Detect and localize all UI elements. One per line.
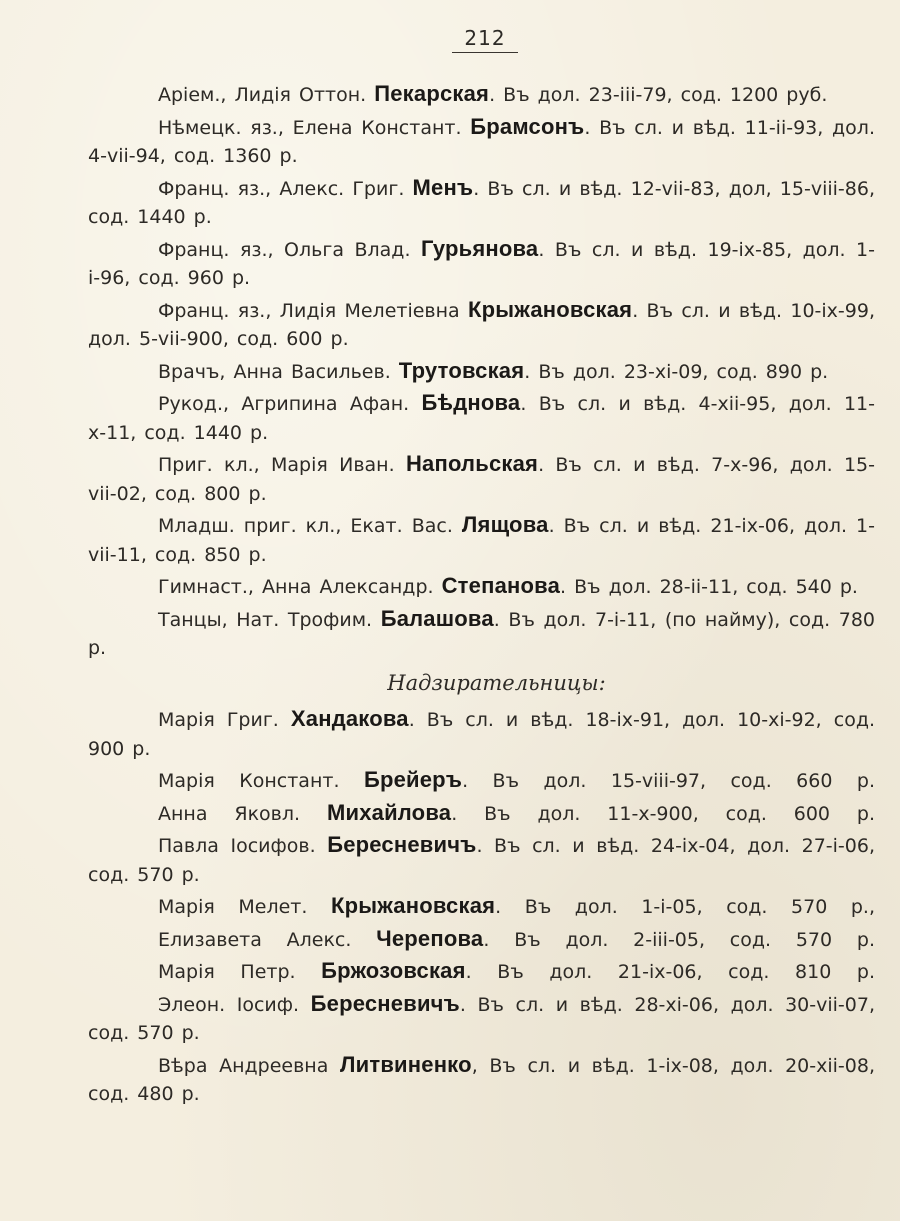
entry-text: Марія Григ. <box>158 709 291 731</box>
entry-details: . Въ сл. и вѣд. 24-іх-04, дол. 27-і-06, сод. 570 р. <box>88 835 875 886</box>
entry <box>88 1051 875 1109</box>
entry-details: . Въ сл. и вѣд. 11-іі-93, дол. 4-vіі-94, сод. 1360 р. <box>88 116 875 167</box>
surname: Менъ <box>412 174 474 200</box>
entry-details: . Въ дол. 2-ііі-05, сод. 570 р. <box>483 928 875 951</box>
supervisors-list <box>88 705 875 1109</box>
entry <box>88 296 875 354</box>
entry <box>88 799 875 829</box>
entry-details: . Въ сл. и вѣд. 18-іх-91, дол. 10-хі-92, сод. 900 р. <box>88 709 875 760</box>
entry-details: . Въ дол. 7-і-11, (по найму), сод. 780 р. <box>88 608 876 659</box>
entry-details: . Въ сл. и вѣд. 4-хіі-95, дол. 11-х-11, сод. 1440 р. <box>88 393 875 444</box>
entry-text: Вѣра Андреевна <box>158 1054 340 1077</box>
entry-text: Марія Констант. <box>158 770 364 792</box>
entry-text: Франц. яз., Лидія Мелетіевна <box>158 299 469 322</box>
entry <box>88 572 875 602</box>
entry-text: Рукод., Агрипина Афан. <box>158 393 422 415</box>
surname: Бересневичъ <box>310 990 460 1016</box>
entry-details: . Въ дол. 21-іх-06, сод. 810 р. <box>465 961 875 983</box>
staff-list <box>88 80 875 663</box>
page-number: 212 <box>464 26 506 50</box>
surname: Михайлова <box>326 799 452 825</box>
entry-details: . Въ дол. 1-і-05, сод. 570 р., <box>495 896 875 918</box>
entry-text: Нѣмецк. яз., Елена Констант. <box>158 116 471 139</box>
entry <box>88 511 875 569</box>
surname: Пекарская <box>374 81 490 106</box>
surname: Балашова <box>380 605 494 631</box>
surname: Крыжановская <box>468 296 633 322</box>
entry-details: . Въ дол. 23-ііі-79, сод. 1200 руб. <box>489 84 828 106</box>
entry-text: Франц. яз., Алекс. Григ. <box>158 177 413 200</box>
entry <box>88 766 875 796</box>
entry-text: Франц. яз., Ольга Влад. <box>158 238 421 261</box>
surname: Крыжановская <box>330 893 496 918</box>
surname: Лящова <box>461 512 549 537</box>
surname: Бржозовская <box>321 958 466 983</box>
entry-details: . Въ сл. и вѣд. 21-іх-06, дол. 1-vіі-11, сод. 850 р. <box>88 515 875 566</box>
entry-text: Врачъ, Анна Васильев. <box>158 360 399 383</box>
entry-details: . Въ сл. и вѣд. 19-іх-85, дол. 1-і-96, сод. 960 р. <box>88 238 875 289</box>
entry <box>88 357 875 387</box>
section-heading: Надзирательницы: <box>387 670 606 695</box>
surname: Степанова <box>441 573 561 598</box>
page-content <box>88 80 875 1112</box>
surname: Литвиненко <box>339 1051 472 1077</box>
entry-details: . Въ дол. 11-х-900, сод. 600 р. <box>451 802 876 825</box>
surname: Бѣднова <box>421 390 521 415</box>
entry <box>88 235 875 293</box>
entry <box>88 389 875 447</box>
entry-text: Елизавета Алекс. <box>158 928 377 951</box>
entry <box>88 831 875 889</box>
entry-text: Марія Петр. <box>158 961 322 983</box>
entry-text: Анна Яковл. <box>158 802 327 825</box>
entry <box>88 450 875 508</box>
entry-text: Аріем., Лидія Оттон. <box>158 84 375 106</box>
surname: Брейеръ <box>363 767 463 792</box>
surname: Гурьянова <box>420 235 539 261</box>
surname: Бересневичъ <box>327 832 477 857</box>
entry-details: . Въ дол. 15-vііі-97, сод. 660 р. <box>462 770 876 792</box>
entry-details: . Въ сл. и вѣд. 12-vіі-83, дол, 15-vііі-86, сод. 1440 р. <box>88 177 875 228</box>
entry-text: Павла Іосифов. <box>158 835 328 857</box>
entry <box>88 925 875 955</box>
entry-details: , Въ сл. и вѣд. 1-іх-08, дол. 20-хіі-08, сод. 480 р. <box>88 1054 875 1105</box>
entry-text: Элеон. Іосиф. <box>158 993 311 1016</box>
entry-details: . Въ сл. и вѣд. 7-х-96, дол. 15-vіі-02, сод. 800 р. <box>88 454 875 505</box>
entry <box>88 892 875 922</box>
entry <box>88 957 875 987</box>
entry <box>88 705 875 763</box>
entry-text: Гимнаст., Анна Александр. <box>158 576 442 598</box>
entry <box>88 990 875 1048</box>
page-number-rule <box>452 52 518 53</box>
surname: Брамсонъ <box>470 113 585 139</box>
entry <box>88 174 875 232</box>
entry-text: Марія Мелет. <box>158 896 331 918</box>
entry <box>88 605 875 663</box>
entry-details: . Въ сл. и вѣд. 28-хі-06, дол. 30-vіі-07, сод. 570 р. <box>88 993 875 1044</box>
surname: Трутовская <box>398 357 525 383</box>
entry-details: . Въ дол. 28-іі-11, сод. 540 р. <box>560 576 858 598</box>
entry-text: Младш. приг. кл., Екат. Вас. <box>158 515 462 537</box>
entry-details: . Въ дол. 23-хі-09, сод. 890 р. <box>524 360 829 383</box>
entry-text: Приг. кл., Марія Иван. <box>158 454 406 476</box>
surname: Напольская <box>405 451 539 476</box>
surname: Хандакова <box>290 706 409 731</box>
surname: Черепова <box>376 925 484 951</box>
entry-details: . Въ сл. и вѣд. 10-іх-99, дол. 5-vіі-900, сод. 600 р. <box>88 299 875 350</box>
entry-text: Танцы, Нат. Трофим. <box>158 608 381 631</box>
entry <box>88 80 875 110</box>
entry <box>88 113 875 171</box>
